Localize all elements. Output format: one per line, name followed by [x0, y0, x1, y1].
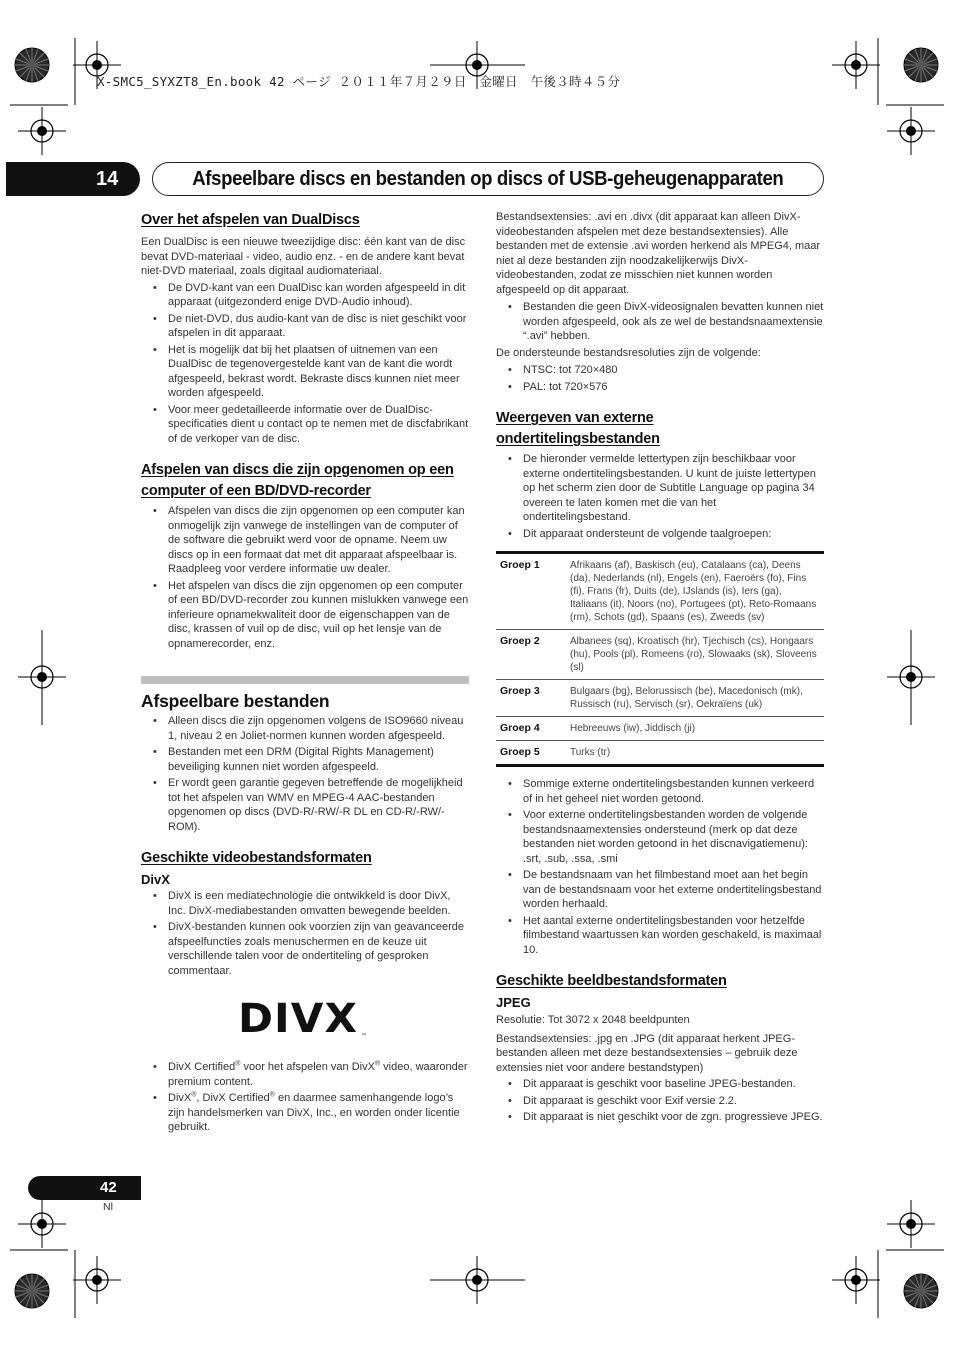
cert-text: voor het afspelen van DivX [240, 1061, 375, 1073]
video-formats-heading: Geschikte videobestandsformaten [141, 850, 372, 866]
registered-mark: ® [374, 1060, 381, 1068]
table-row [496, 553, 824, 630]
list-item: • De niet-DVD, dus audio-kant van de disc is niet geschikt voor afspelen in dit apparaat. [141, 312, 469, 341]
dualdisc-list [141, 281, 469, 447]
chapter-number: 14 [96, 168, 119, 190]
list-item: • Het afspelen van discs die zijn opgenomen op een computer of een BD/DVD-recorder zou kunnen mislukken vanwege een inferieure opnamekwaliteit door de eigenschappen van de disc, krassen of vuil op de disc, vuil op het lensje van de opnamerecorder, enz. [141, 579, 469, 652]
jpeg-list [496, 1077, 824, 1125]
table-row [496, 630, 824, 680]
cert-text: video, waaronder premium content. [168, 1061, 468, 1088]
chapter-title-box [152, 162, 824, 196]
divx-cert-list [141, 1060, 469, 1135]
group-languages: Hebreeuws (iw), Jiddisch (ji) [566, 717, 824, 741]
divx-subheading: DivX [141, 872, 170, 887]
cert-text: DivX [168, 1092, 192, 1104]
list-item: • Dit apparaat is geschikt voor Exif versie 2.2. [496, 1094, 824, 1109]
cert-text: en daarmee samenhangende logo’s zijn handelsmerken van DivX, Inc., en worden onder licentie gebruikt. [168, 1092, 460, 1133]
page-number-tab [28, 1176, 141, 1200]
list-item: • Dit apparaat ondersteunt de volgende taalgroepen: [496, 527, 824, 542]
list-item: • NTSC: tot 720×480 [496, 363, 824, 378]
list-item: • Sommige externe ondertitelingsbestanden kunnen verkeerd of in het geheel niet worden getoond. [496, 777, 824, 806]
resolutions-list [496, 363, 824, 394]
subtitles-heading-line1: Weergeven van externe [496, 410, 654, 426]
list-item: • Dit apparaat is geschikt voor baseline JPEG-bestanden. [496, 1077, 824, 1092]
list-item: • Voor externe ondertitelingsbestanden worden de volgende bestandsnaamextensies ondersteund (merk op dat deze bestanden niet worden getoond in het discnavigatiemenu): .srt, .sub, .ssa, .smi [496, 808, 824, 866]
right-column [496, 210, 824, 1127]
group-label: Groep 3 [496, 680, 566, 717]
group-languages: Turks (tr) [570, 747, 611, 758]
page-language: Nl [103, 1201, 113, 1213]
jpeg-subheading: JPEG [496, 995, 531, 1010]
registered-mark: ® [235, 1060, 241, 1068]
list-item: • Dit apparaat is niet geschikt voor de zgn. progressieve JPEG. [496, 1110, 824, 1125]
list-item: • Het is mogelijk dat bij het plaatsen of uitnemen van een DualDisc de tegenovergestelde kant van de kant die wordt afgespeeld, bekrast wordt. Bekraste discs kunnen niet meer worden afgespeeld. [141, 343, 469, 401]
group-languages: Afrikaans (af), Baskisch (eu), Catalaans (ca), Deens (da), Nederlands (nl), Engels (en), Faeroërs (fo), Fins (fi), Frans (fr), Duits (de), IJslands (is), Iers (ga), Italiaans (it), Noors (no), Portugees (pt), Reto-Romaans (rm), Schots (gd), Spaans (es), Zweeds (sv) [566, 553, 824, 630]
dualdisc-intro: Een DualDisc is een nieuwe tweezijdige disc: één kant van de disc bevat DVD-materiaal - video, audio enz. - en de andere kant bevat niet-DVD materiaal, zoals digitaal audiomateriaal. [141, 236, 466, 277]
group-label: Groep 1 [496, 553, 566, 630]
recorded-list [141, 504, 469, 651]
list-item: • De bestandsnaam van het filmbestand moet aan het begin van de bestandsnaam voor het externe ondertitelingsbestand worden herhaald. [496, 868, 824, 912]
list-item: • Bestanden die geen DivX-videosignalen bevatten kunnen niet worden afgespeeld, ook als ze wel de bestandsnaamextensie “.avi” hebben. [496, 300, 824, 344]
extensions-list [496, 300, 824, 344]
list-item: • Er wordt geen garantie gegeven betreffende de mogelijkheid tot het afspelen van WMV en MPEG-4 AAC-bestanden opgenomen op discs (DVD-R/-RW/-R DL en CD-R/-RW/-ROM). [141, 776, 469, 834]
registered-mark: ® [191, 1091, 197, 1099]
list-item: • Voor meer gedetailleerde informatie over de DualDisc-specificaties dient u contact op te nemen met de discfabrikant of de verkoper van de disc. [141, 403, 469, 447]
page-number: 42 [100, 1179, 117, 1196]
chapter-tab [6, 162, 140, 196]
file-header: X-SMC5_SYXZT8_En.book 42 ページ ２０１１年７月２９日 金曜日 午後３時４５分 [97, 74, 621, 89]
resolutions-intro: De ondersteunde bestandsresoluties zijn de volgende: [496, 346, 761, 359]
playable-files-heading: Afspeelbare bestanden [141, 691, 330, 711]
list-item: • Alleen discs die zijn opgenomen volgens de ISO9660 niveau 1, niveau 2 en Joliet-normen kunnen worden afgespeeld. [141, 714, 469, 743]
table-row [496, 741, 824, 766]
list-item: • PAL: tot 720×576 [496, 380, 824, 395]
recorded-heading-line2: computer of een BD/DVD-recorder [141, 483, 371, 499]
list-item: • DivX-bestanden kunnen ook voorzien zijn van geavanceerde afspeelfuncties zoals menuschermen en de keuze uit verschillende talen voor de ondertiteling of gesproken commentaar. [141, 920, 469, 978]
list-item: • Het aantal externe ondertitelingsbestanden voor hetzelfde filmbestand waartussen kan worden geschakeld, is maximaal 10. [496, 914, 824, 958]
list-item [141, 1091, 469, 1135]
list-item: • Bestanden met een DRM (Digital Rights Management) beveiliging kunnen niet worden afgespeeld. [141, 745, 469, 774]
group-languages: Bulgaars (bg), Belorussisch (be), Macedonisch (mk), Russisch (ru), Servisch (sr), Oekraïens (uk) [566, 680, 824, 717]
group-label: Groep 2 [496, 630, 566, 680]
list-item: • Afspelen van discs die zijn opgenomen op een computer kan onmogelijk zijn vanwege de instellingen van de computer of de software die gebruikt werd voor de opname. Neem uw discs op in een formaat dat met dit apparaat afspeelbaar is. Raadpleeg voor verdere informatie uw dealer. [141, 504, 469, 577]
recorded-heading-line1: Afspelen van discs die zijn opgenomen op een [141, 462, 454, 478]
language-groups-table [496, 551, 824, 767]
playable-files-list [141, 714, 469, 834]
group-label: Groep 4 [496, 717, 566, 741]
divx-logo-tm: ™ [361, 1033, 367, 1040]
left-column [141, 210, 469, 1137]
divx-logo-text: DIVX [238, 996, 358, 1042]
extensions-paragraph: Bestandsextensies: .avi en .divx (dit apparaat kan alleen DivX-videobestanden afspelen met deze bestandsextensies). Alle bestanden met de extensie .avi worden herkend als MPEG4, maar niet al deze bestanden zijn noodzakelijkerwijs DivX-videobestanden, zodat ze misschien niet kunnen worden afgespeeld op dit apparaat. [496, 211, 821, 296]
list-item: • De DVD-kant van een DualDisc kan worden afgespeeld in dit apparaat (uitgezonderd enige DVD-Audio inhoud). [141, 281, 469, 310]
subtitles-list [496, 452, 824, 541]
list-item [141, 1060, 469, 1089]
cert-text: , DivX Certified [196, 1092, 270, 1104]
table-row [496, 717, 824, 741]
cert-text: DivX Certified [168, 1061, 236, 1073]
list-item: • DivX is een mediatechnologie die ontwikkeld is door DivX, Inc. DivX-mediabestanden omvatten bewegende beelden. [141, 889, 469, 918]
subtitles-notes-list [496, 777, 824, 957]
image-formats-heading: Geschikte beeldbestandsformaten [496, 973, 727, 989]
group-label: Groep 5 [500, 746, 540, 758]
dualdisc-heading: Over het afspelen van DualDiscs [141, 212, 360, 228]
jpeg-extensions: Bestandsextensies: .jpg en .JPG (dit apparaat herkent JPEG-bestanden alleen met deze bestandsextensies – gebruik deze extensies niet voor andere bestandstypen) [496, 1032, 798, 1074]
group-languages: Albanees (sq), Kroatisch (hr), Tjechisch (cs), Hongaars (hu), Pools (pl), Romeens (ro), Slowaaks (sk), Sloveens (sl) [566, 630, 824, 680]
registered-mark: ® [269, 1091, 275, 1099]
table-row [496, 680, 824, 717]
section-divider [141, 676, 469, 684]
jpeg-resolution: Resolutie: Tot 3072 x 2048 beeldpunten [496, 1014, 690, 1026]
chapter-title: Afspeelbare discs en bestanden op discs of USB-geheugenapparaten [192, 167, 784, 190]
subtitles-heading-line2: ondertitelingsbestanden [496, 431, 660, 447]
divx-logo [238, 996, 372, 1042]
list-item: • De hieronder vermelde lettertypen zijn beschikbaar voor externe ondertitelingsbestanden. U kunt de juiste lettertypen op het scherm zien door de Subtitle Language op pagina 34 overeen te laten komen met die van het ondertitelingsbestand. [496, 452, 824, 525]
divx-list [141, 889, 469, 978]
